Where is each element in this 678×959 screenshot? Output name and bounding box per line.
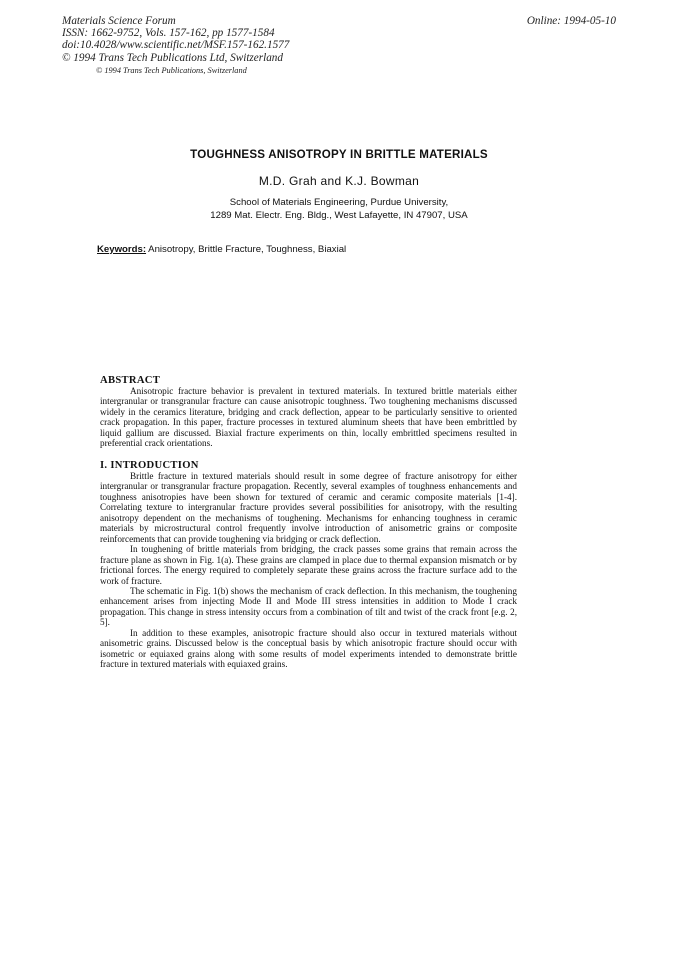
journal-name: Materials Science Forum xyxy=(62,15,176,27)
affiliation-line-1: School of Materials Engineering, Purdue University, xyxy=(229,197,449,208)
paper-title: TOUGHNESS ANISOTROPY IN BRITTLE MATERIALS xyxy=(190,148,488,161)
keywords-list: Anisotropy, Brittle Fracture, Toughness, Biaxial xyxy=(146,244,347,255)
intro-paragraph-4: In addition to these examples, anisotropic fracture should also occur in textured materials without anisometric grains. Discussed below is the conceptual basis by which anisotropic fracture should occur with isometric or equiaxed grains along with some results of model experiments intended to demonstrate brittle fracture in textured materials with equiaxed grains. xyxy=(100,627,517,670)
issn-line: ISSN: 1662-9752, Vols. 157-162, pp 1577-1584 xyxy=(62,27,275,40)
online-date: Online: 1994-05-10 xyxy=(526,15,616,27)
keywords xyxy=(97,244,346,255)
intro-paragraph-3: The schematic in Fig. 1(b) shows the mechanism of crack deflection. In this mechanism, the toughening enhancement arises from injecting Mode II and Mode III stress intensities in addition to Mode I crack propagation. This change in stress intensity occurs from a combination of tilt and twist of the crack front [e.g. 2, 5]. xyxy=(100,585,517,628)
introduction-section xyxy=(100,460,517,670)
affiliation xyxy=(0,196,678,222)
introduction-heading: I. INTRODUCTION xyxy=(100,460,199,471)
intro-paragraph-2: In toughening of brittle materials from bridging, the crack passes some grains that remain across the fracture plane as shown in Fig. 1(a). These grains are clamped in place due to thermal expansion mismatch or by frictional forces. The energy required to completely separate these grains across the fracture surface add to the work of fracture. xyxy=(100,544,517,586)
abstract-text: Anisotropic fracture behavior is prevalent in textured materials. In textured brittle materials either intergranular or transgranular fracture can cause anisotropic toughness. Two toughening mechanisms discussed widely in the ceramics literature, bridging and crack deflection, appear to be particularly sensitive to oriented crack propagation. In this paper, fracture processes in textured aluminum sheets that have been embrittled by liquid gallium are discussed. Biaxial fracture experiments on thin, locally embrittled specimens resulted in preferential crack orientations. xyxy=(100,386,517,449)
publication-metadata xyxy=(62,15,289,64)
abstract-heading: ABSTRACT xyxy=(100,375,161,386)
doi-line[interactable]: doi:10.4028/www.scientific.net/MSF.157-162.1577 xyxy=(62,39,290,52)
copyright-line: © 1994 Trans Tech Publications Ltd, Switzerland xyxy=(62,51,283,64)
affiliation-line-2: 1289 Mat. Electr. Eng. Bldg., West Lafayette, IN 47907, USA xyxy=(210,210,468,221)
paper-authors: M.D. Grah and K.J. Bowman xyxy=(258,174,420,188)
keywords-label: Keywords: xyxy=(97,244,147,255)
copyright-small: © 1994 Trans Tech Publications, Switzerland xyxy=(96,66,247,75)
intro-paragraph-1: Brittle fracture in textured materials should result in some degree of fracture anisotropy for either intergranular or transgranular fracture propagation. Recently, several examples of toughness enhancements and toughness anisotropies have been shown for textured of ceramic and ceramic composite materials [1-4]. Correlating texture to intergranular fracture provides several possibilities for anisotropy, with the resulting anisotropy dependent on the mechanisms of toughening. Mechanisms for enhancing toughness in ceramic materials by microstructural control frequently involve introduction of anisometric grains or composite reinforcements that can provide toughening via bridging or crack deflection. xyxy=(100,471,517,544)
abstract-section xyxy=(100,375,517,449)
